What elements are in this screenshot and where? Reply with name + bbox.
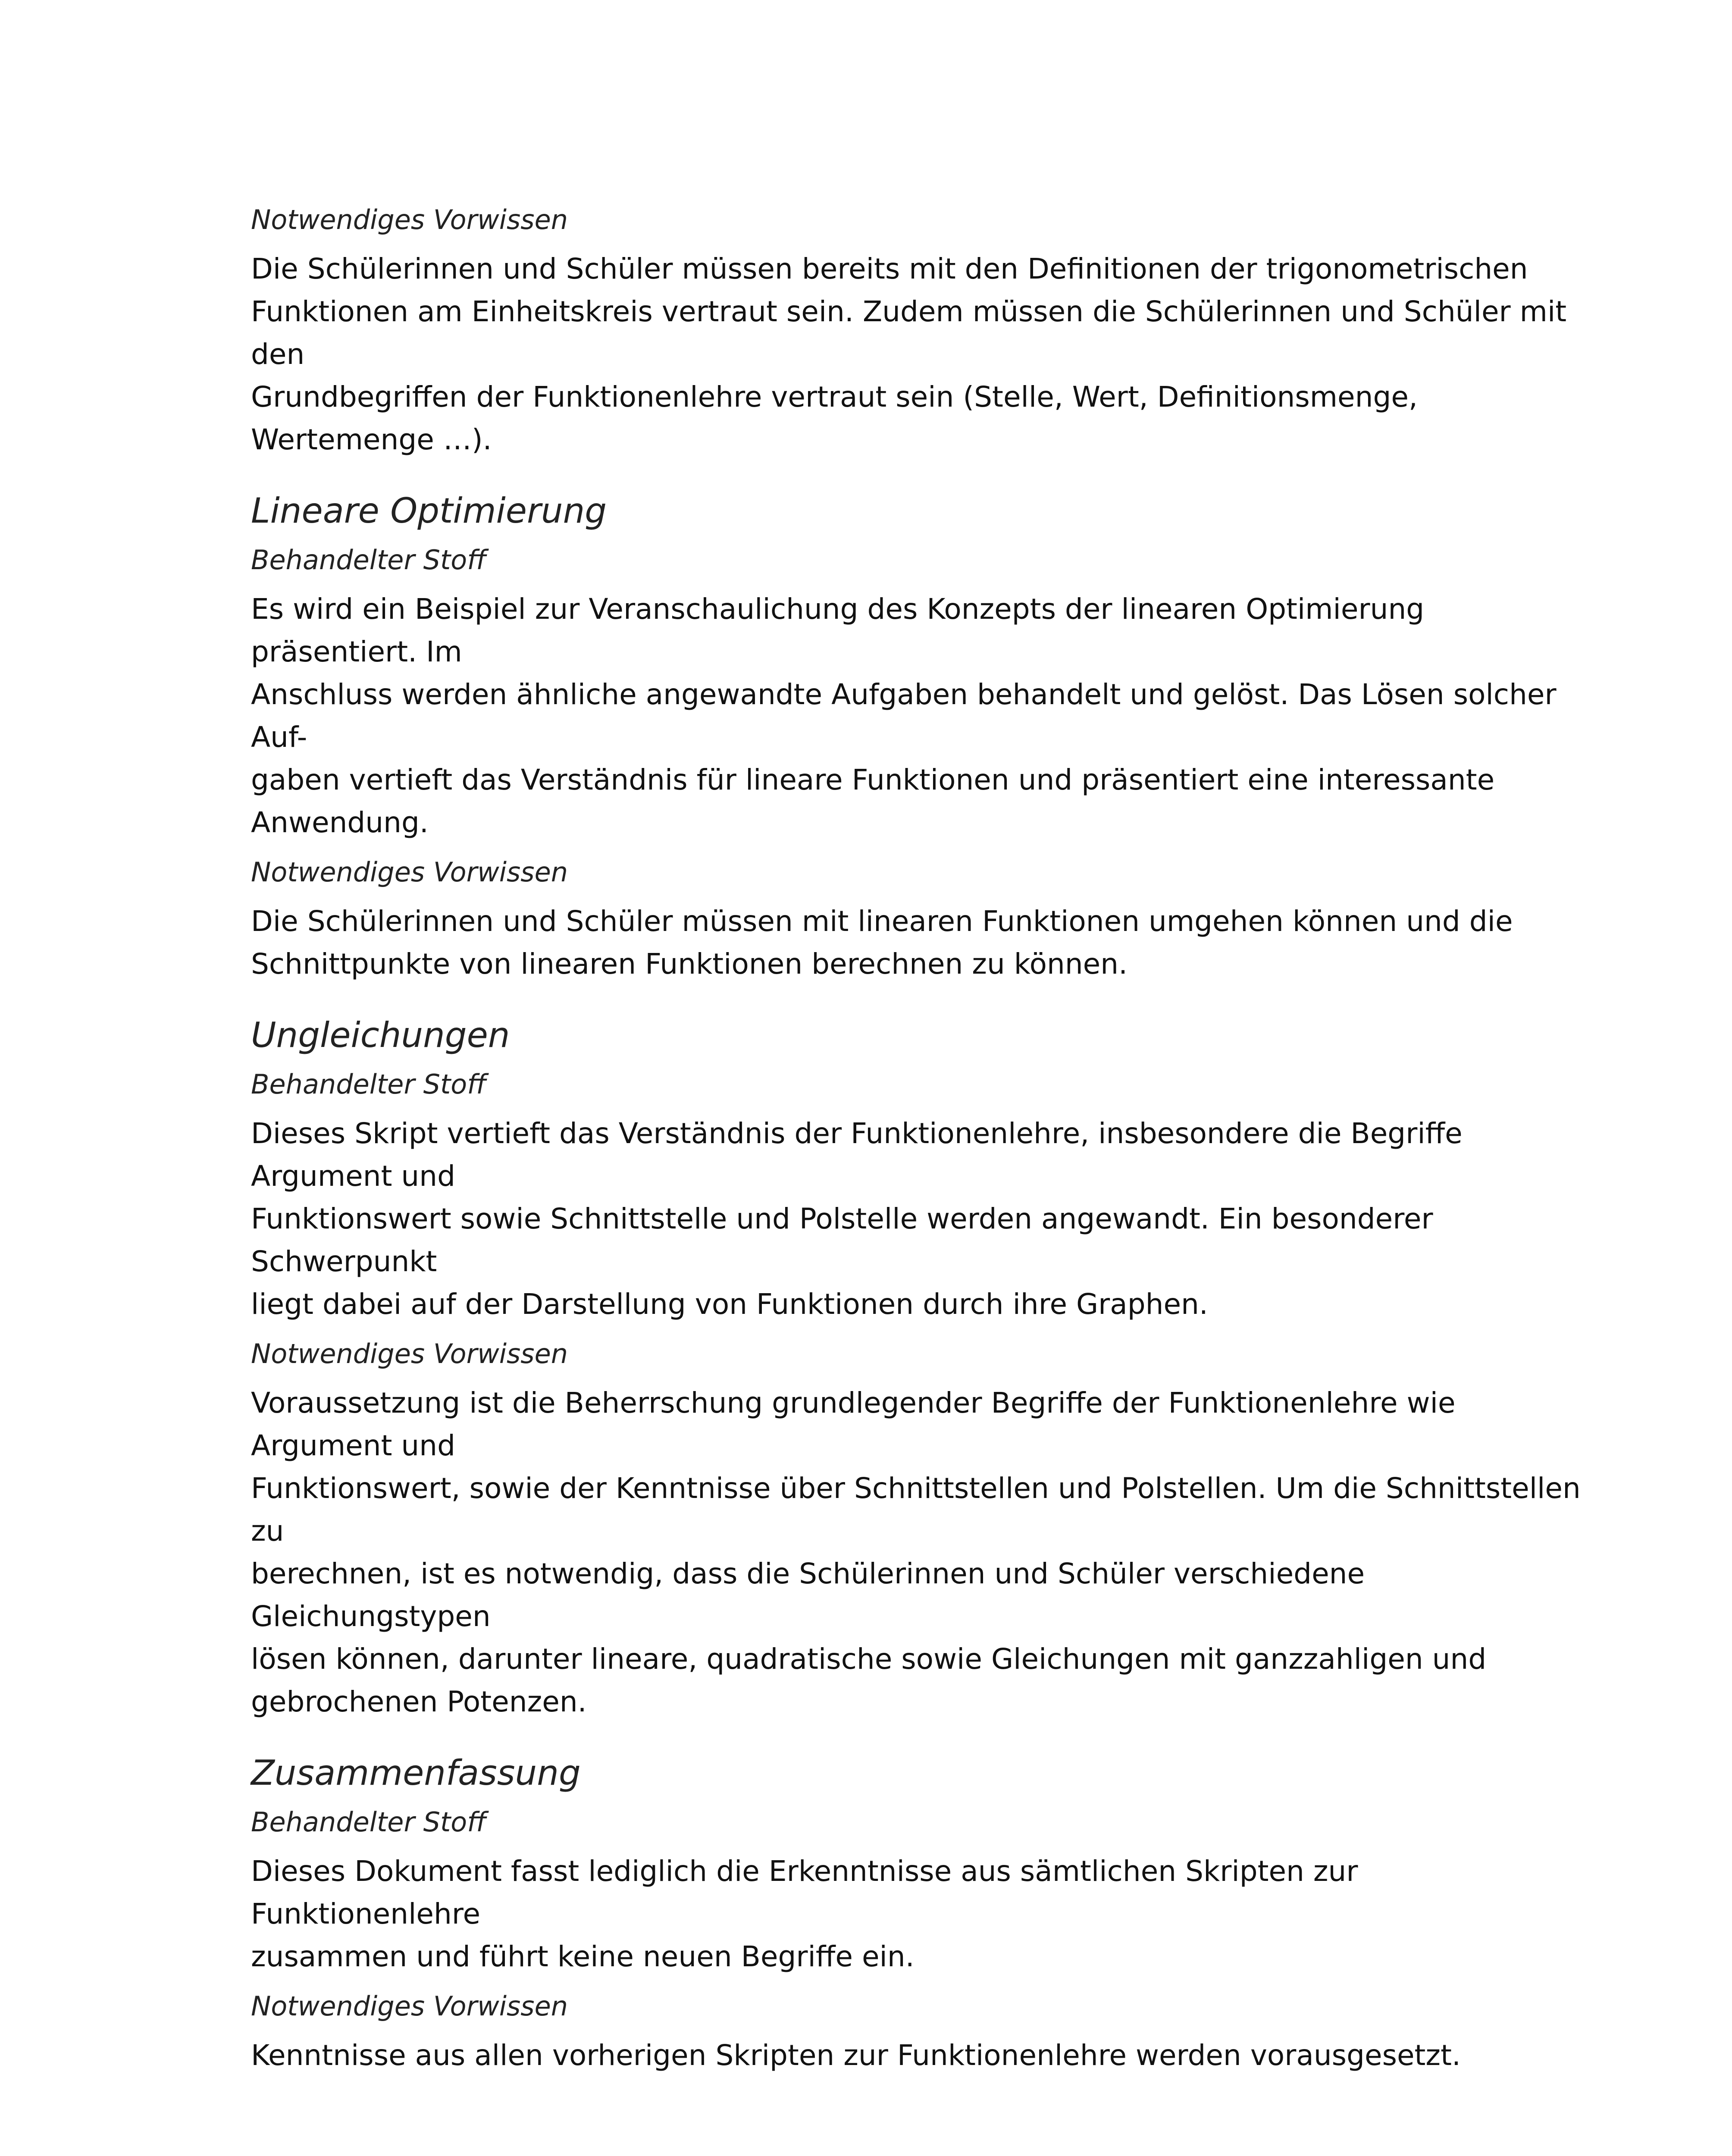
stoff-paragraph: Es wird ein Beispiel zur Veranschaulichung des Konzepts der linearen Optimierung präsentiert. Im Anschluss werden ähnliche angewandte Aufgaben behandelt und gelöst. Das Lösen solcher Auf- gaben vertieft das Verständnis für lineare Funktionen und präsentiert eine interessante Anwendung.: [251, 592, 1557, 839]
vorwissen-paragraph: Voraussetzung ist die Beherrschung grundlegender Begriffe der Funktionenlehre wie Argument und Funktionswert, sowie der Kenntnisse über Schnittstellen und Polstellen. Um die Schnittstellen zu berechnen, ist es notwendig, dass die Schülerinnen und Schüler verschiedene Gleichungstypen lösen können, darunter lineare, quadratische sowie Gleichungen mit ganzzahligen und gebrochenen Potenzen.: [251, 1386, 1581, 1718]
section-lineare-optimierung: [251, 489, 1596, 985]
section-title: Zusammenfassung: [251, 1753, 581, 1793]
stoff-subheading: Behandelter Stoff: [251, 1806, 486, 1838]
vorwissen-subheading: Notwendiges Vorwissen: [251, 856, 568, 888]
intro-paragraph: Die Schülerinnen und Schüler müssen bereits mit den Definitionen der trigonometrischen Funktionen am Einheitskreis vertraut sein. Zudem müssen die Schülerinnen und Schüler mit den Grundbegriffen der Funktionenlehre vertraut sein (Stelle, Wert, Definitionsmenge, Wertemenge …).: [251, 252, 1567, 456]
intro-subheading: Notwendiges Vorwissen: [251, 204, 568, 235]
stoff-paragraph: Dieses Dokument fasst lediglich die Erkenntnisse aus sämtlichen Skripten zur Funktionenlehre zusammen und führt keine neuen Begriffe ein.: [251, 1855, 1358, 1973]
section-title: Lineare Optimierung: [251, 491, 607, 531]
section-ungleichungen: [251, 1014, 1596, 1723]
vorwissen-paragraph: Kenntnisse aus allen vorherigen Skripten zur Funktionenlehre werden vorausgesetzt.: [251, 2039, 1461, 2072]
stoff-subheading: Behandelter Stoff: [251, 544, 486, 576]
vorwissen-paragraph: Die Schülerinnen und Schüler müssen mit linearen Funktionen umgehen können und die Schnittpunkte von linearen Funktionen berechnen zu können.: [251, 905, 1513, 981]
section-zusammenfassung: [251, 1752, 1596, 2077]
vorwissen-subheading: Notwendiges Vorwissen: [251, 1338, 568, 1369]
stoff-subheading: Behandelter Stoff: [251, 1069, 486, 1100]
stoff-paragraph: Dieses Skript vertieft das Verständnis der Funktionenlehre, insbesondere die Begriffe Argument und Funktionswert sowie Schnittstelle und Polstelle werden angewandt. Ein besonderer Schwerpunkt liegt dabei auf der Darstellung von Funktionen durch ihre Graphen.: [251, 1117, 1463, 1321]
vorwissen-subheading: Notwendiges Vorwissen: [251, 1990, 568, 2022]
section-title: Ungleichungen: [251, 1015, 510, 1055]
page-content: [251, 203, 1596, 2088]
